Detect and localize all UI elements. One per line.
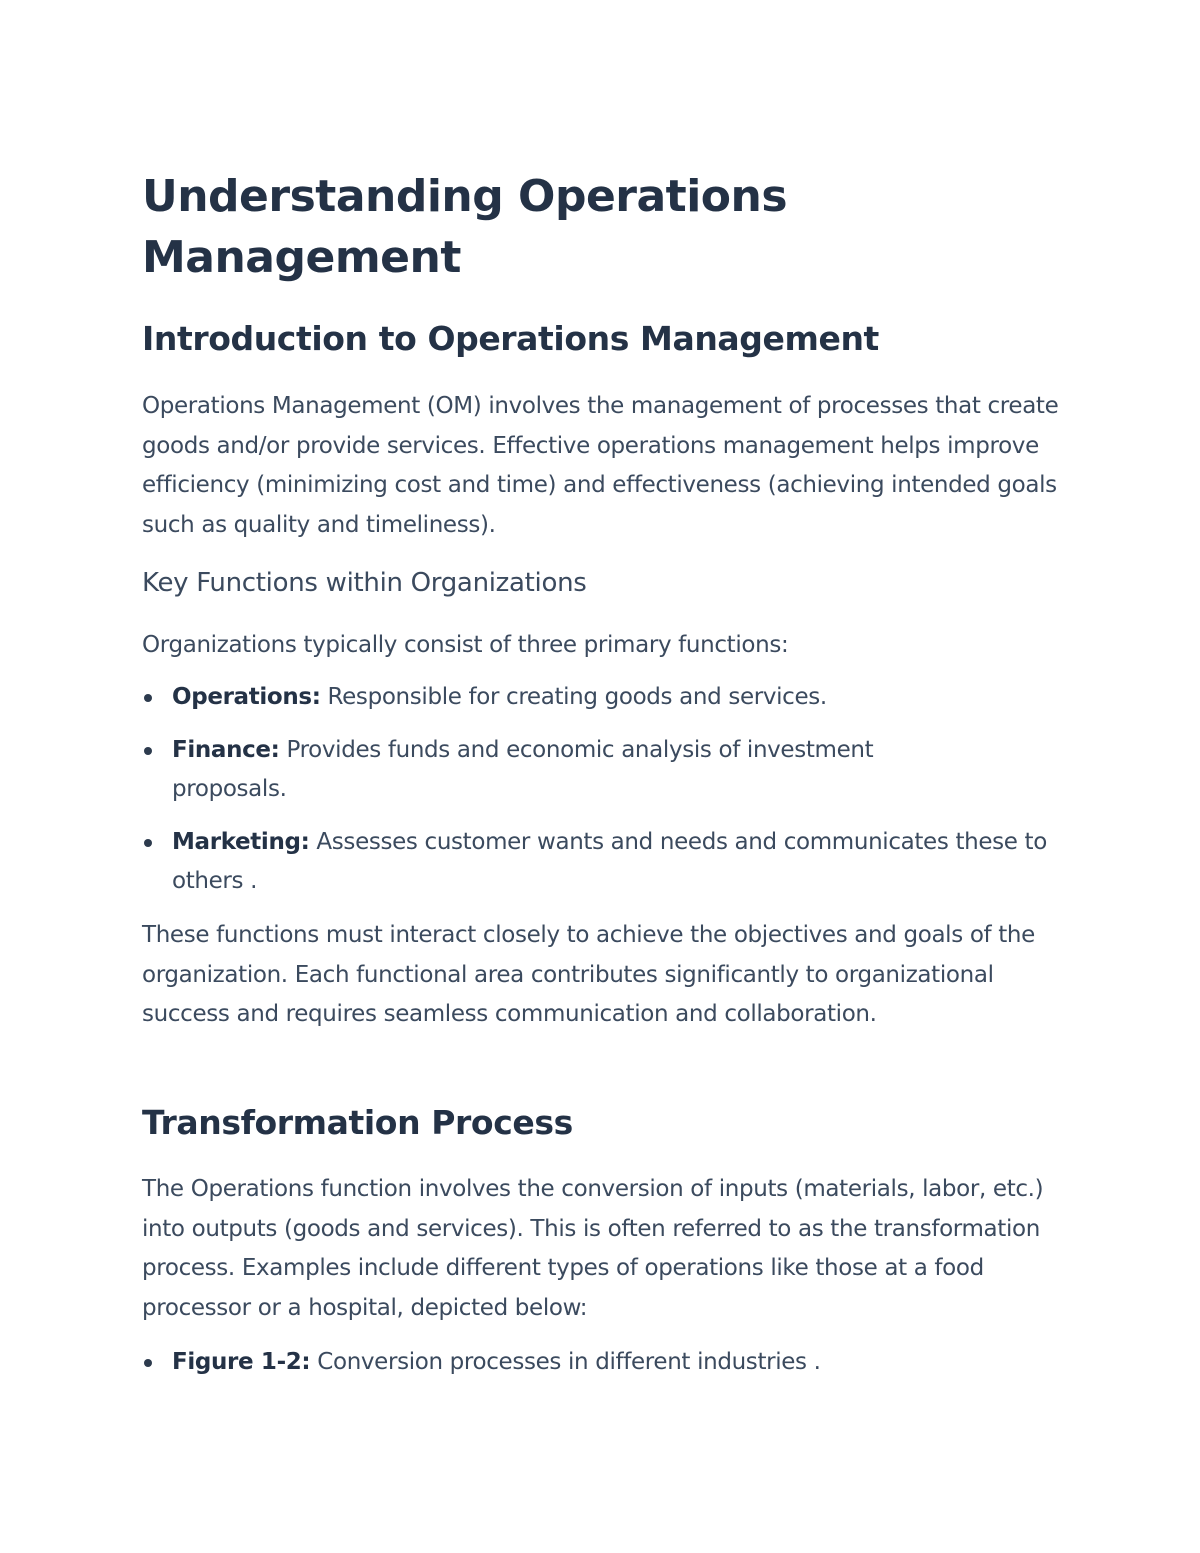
functions-list [142,678,1072,902]
key-functions-lead: Organizations typically consist of three primary functions: [142,632,789,658]
transformation-paragraph: The Operations function involves the conversion of inputs (materials, labor, etc.) into outputs (goods and services). This is often referred to as the transformation process. Examples include different types of operations like those at a food processor or a hospital, depicted below: [142,1176,1044,1321]
list-item-text: Conversion processes in different industries . [310,1349,821,1375]
figure-list [142,1343,1072,1383]
bullet-icon [144,839,152,847]
list-item [142,731,952,810]
document-title: Understanding Operations Management [142,171,788,283]
list-item [142,678,1072,718]
section-heading-transformation: Transformation Process [142,1103,573,1142]
list-item-text: Provides funds and economic analysis of investment proposals. [172,736,874,802]
list-item [142,823,1052,902]
list-item-term: Finance: [172,736,280,763]
list-item-term: Marketing: [172,828,310,855]
list-item-text: Assesses customer wants and needs and communicates these to others . [172,828,1047,894]
list-item-text: Responsible for creating goods and services. [320,684,827,710]
subheading-key-functions: Key Functions within Organizations [142,568,587,598]
bullet-icon [144,747,152,755]
key-functions-closing: These functions must interact closely to achieve the objectives and goals of the organization. Each functional area contributes significantly to organizational success and requires seamless communication and collaboration. [142,922,1035,1027]
list-item-term: Operations: [172,684,321,710]
bullet-icon [144,694,152,702]
intro-paragraph: Operations Management (OM) involves the management of processes that create goods and/or provide services. Effective operations management helps improve efficiency (minimizing cost and time) and effectiveness (achieving intended goals such as quality and timeliness). [142,393,1059,538]
section-heading-intro: Introduction to Operations Management [142,319,879,358]
list-item [142,1343,1072,1383]
bullet-icon [144,1359,152,1367]
list-item-term: Figure 1-2: [172,1349,311,1375]
